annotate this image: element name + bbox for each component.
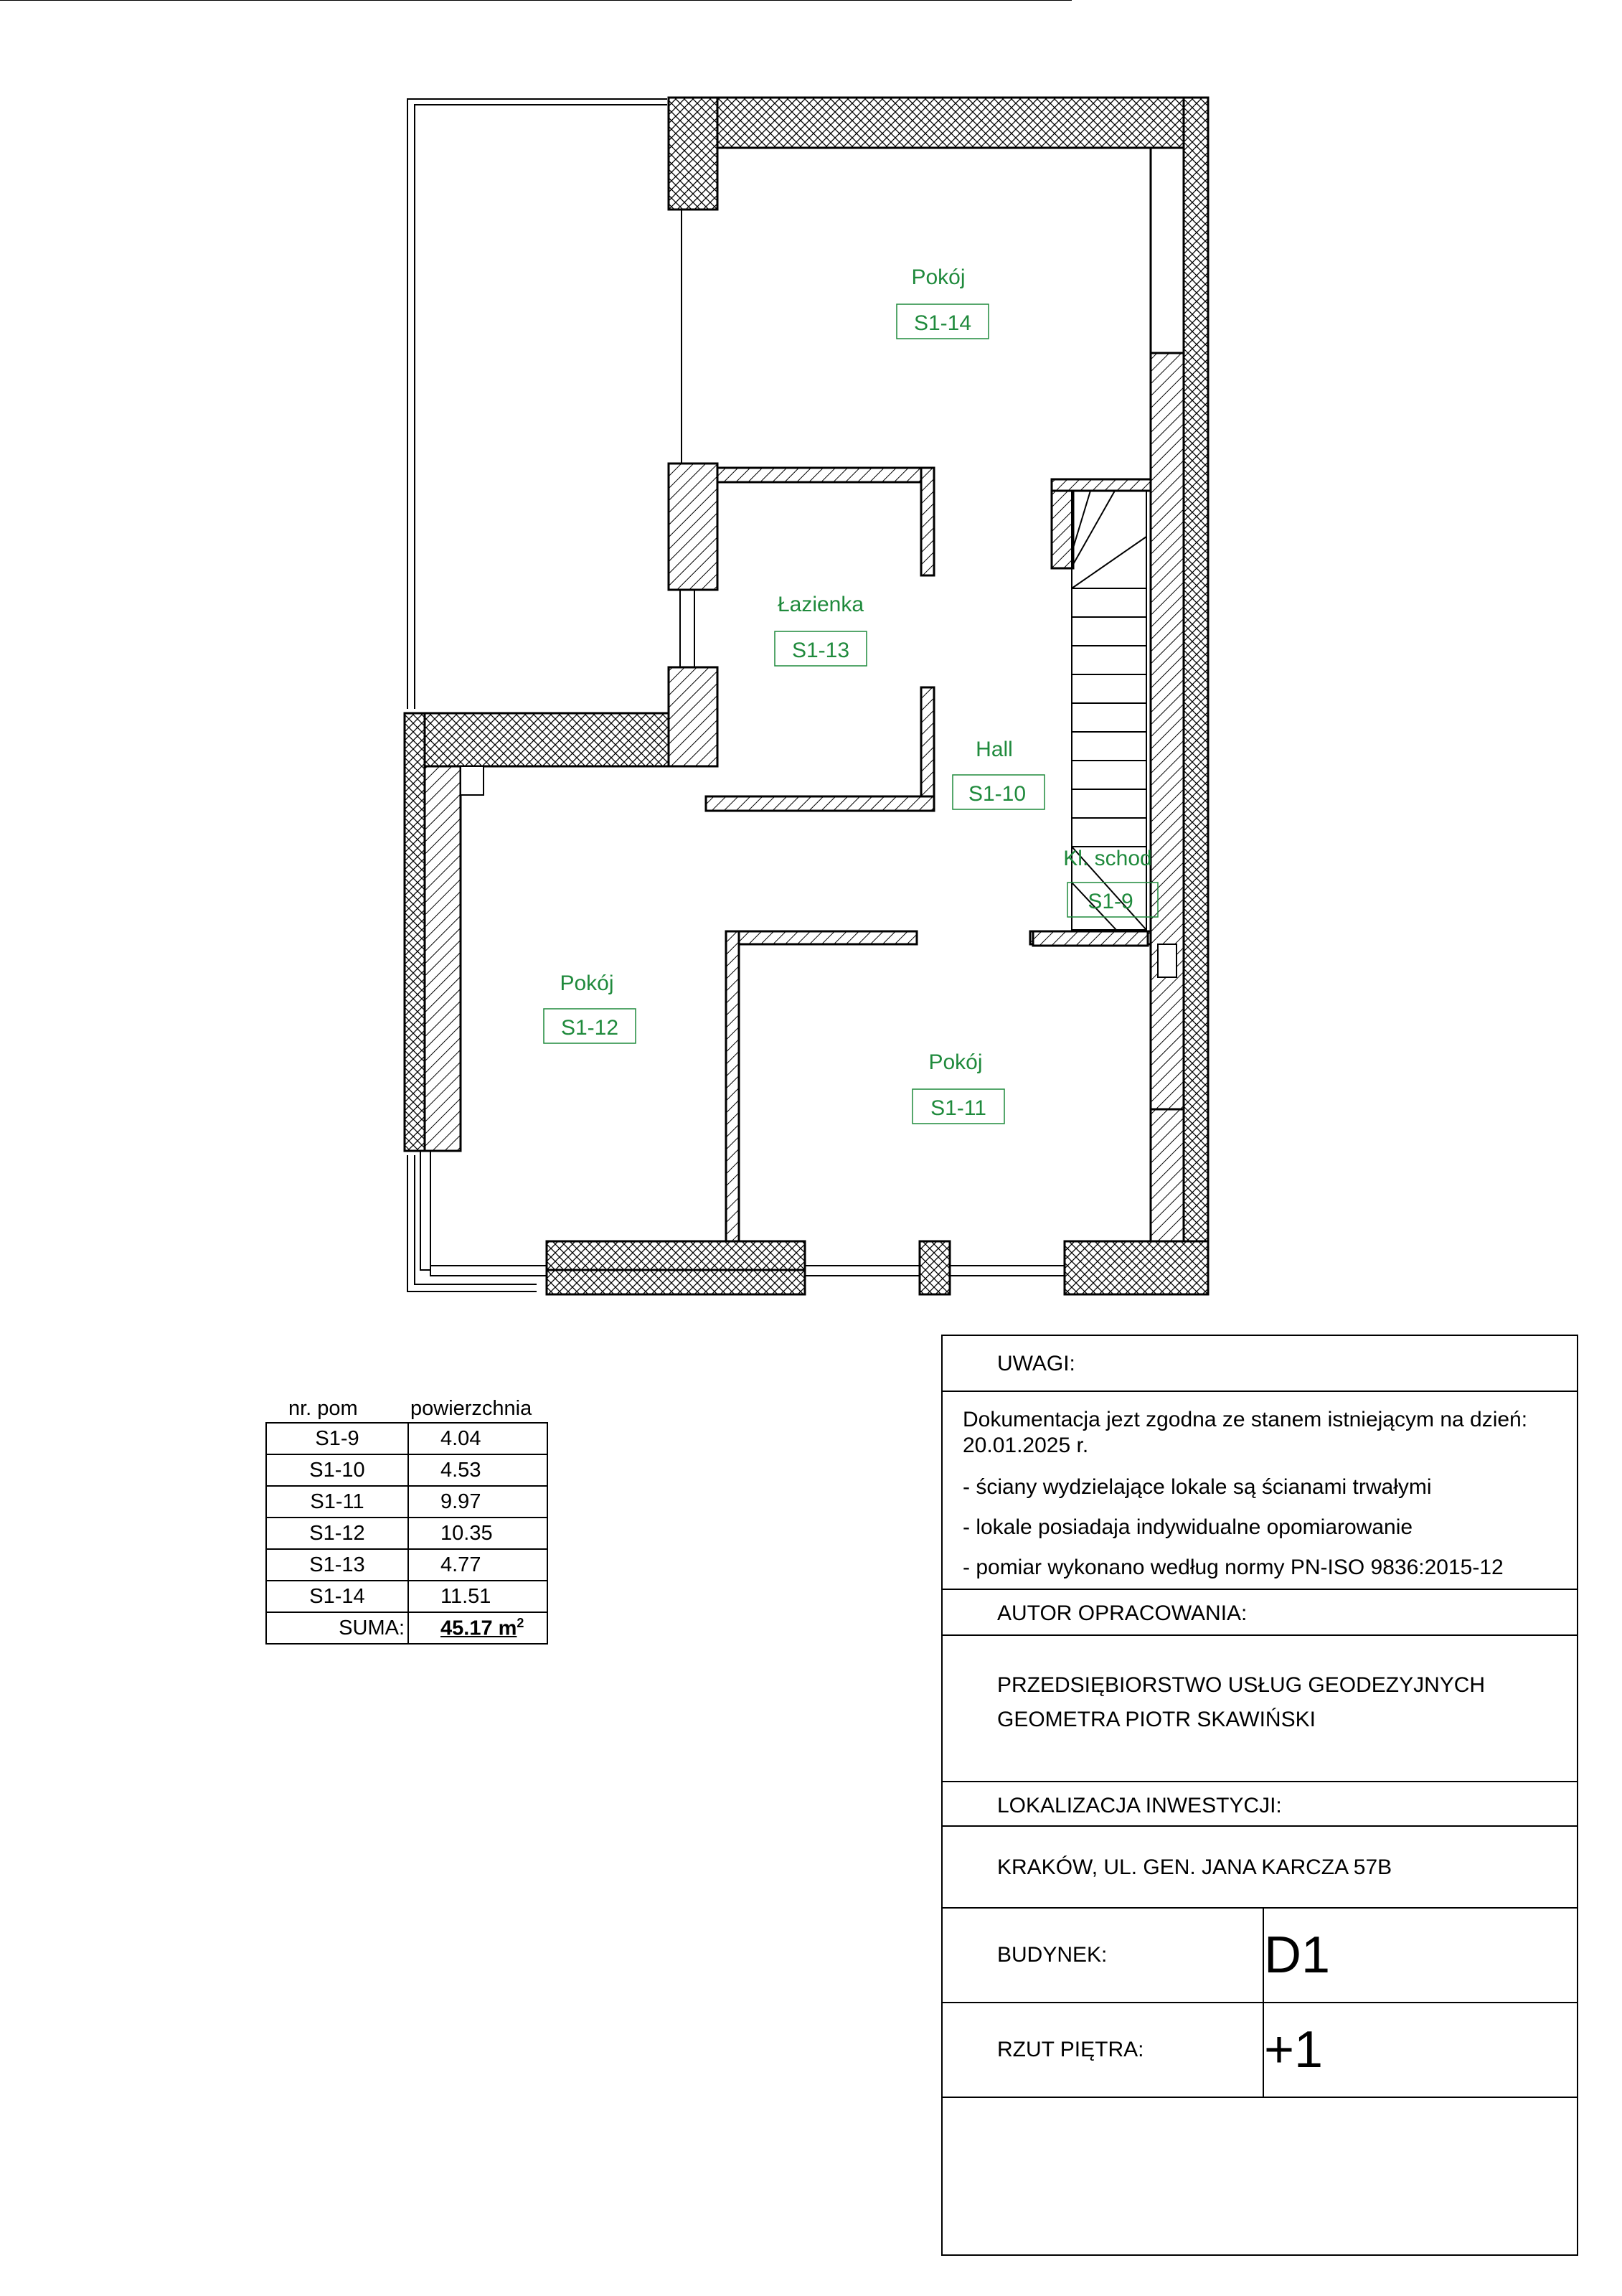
table-row (266, 1518, 547, 1549)
niche (1151, 148, 1184, 353)
column (1158, 944, 1177, 977)
table-row (266, 1423, 547, 1454)
area-cell: 9.97 (408, 1486, 547, 1518)
svg-text:S1-11: S1-11 (930, 1096, 986, 1120)
location-title-section (943, 1782, 1577, 1827)
svg-text:S1-12: S1-12 (560, 1016, 619, 1040)
notes-section (943, 1392, 1577, 1590)
svg-text:Pokój: Pokój (560, 971, 614, 995)
area-cell: 4.53 (408, 1454, 547, 1486)
note-line: - lokale posiadaja indywidualne opomiarowanie (963, 1515, 1413, 1539)
area-table (265, 1393, 550, 1645)
building-section (943, 1909, 1577, 2003)
svg-text:Kl. schod: Kl. schod (1063, 847, 1152, 870)
note-line: - pomiar wykonano według normy PN-ISO 9836:2015-12 (963, 1556, 1504, 1579)
author-title: AUTOR OPRACOWANIA: (997, 1601, 1248, 1625)
sum-value: 45.17 $m^2$ (408, 1612, 547, 1644)
sum-row (266, 1612, 547, 1644)
svg-text:S1-13: S1-13 (791, 639, 850, 662)
col-room-header: nr. pom (288, 1397, 358, 1420)
room-label-s1-12 (544, 971, 636, 1043)
building-label: BUDYNEK: (997, 1943, 1108, 1967)
exterior-walls (405, 98, 1208, 1294)
author-section (943, 1636, 1577, 1782)
table-row (266, 1486, 547, 1518)
floor-label: RZUT PIĘTRA: (997, 2038, 1144, 2061)
svg-text:S1-9: S1-9 (1088, 890, 1133, 913)
room-cell: S1-12 (266, 1518, 408, 1549)
building-value: D1 (1263, 1909, 1330, 2002)
room-cell: S1-10 (266, 1454, 408, 1486)
location-value: KRAKÓW, UL. GEN. JANA KARCZA 57B (997, 1855, 1392, 1879)
svg-text:Hall: Hall (976, 738, 1013, 761)
room-label-s1-11 (913, 1050, 1004, 1124)
room-cell: S1-14 (266, 1581, 408, 1612)
floor-value: +1 (1263, 2003, 1323, 2097)
room-label-s1-13 (775, 593, 867, 666)
sum-label: SUMA: (266, 1612, 408, 1644)
floor-section (943, 2003, 1577, 2098)
title-block (941, 1335, 1578, 2256)
room-cell: S1-11 (266, 1486, 408, 1518)
notes-title-section (943, 1336, 1577, 1392)
note-line: Dokumentacja jezt zgodna ze stanem istniejącym na dzień: (963, 1408, 1528, 1431)
location-section (943, 1827, 1577, 1909)
svg-text:S1-14: S1-14 (913, 311, 972, 335)
table-row (266, 1581, 547, 1612)
svg-text:Pokój: Pokój (928, 1050, 983, 1074)
area-cell: 11.51 (408, 1581, 547, 1612)
area-cell: 10.35 (408, 1518, 547, 1549)
location-title: LOKALIZACJA INWESTYCJI: (997, 1794, 1282, 1817)
room-label-s1-10 (953, 738, 1045, 809)
room-label-s1-9 (1063, 847, 1158, 917)
author-title-section (943, 1590, 1577, 1636)
room-cell: S1-9 (266, 1423, 408, 1454)
svg-text:Łazienka: Łazienka (777, 593, 864, 616)
svg-text:Pokój: Pokój (911, 265, 966, 289)
note-line: - ściany wydzielające lokale są ścianami trwałymi (963, 1475, 1432, 1499)
area-table-header (265, 1393, 550, 1422)
col-area-header: powierzchnia (410, 1397, 532, 1420)
room-cell: S1-13 (266, 1549, 408, 1581)
svg-text:S1-10: S1-10 (968, 782, 1027, 806)
table-row (266, 1549, 547, 1581)
room-label-s1-14 (897, 265, 989, 339)
notes-title: UWAGI: (997, 1352, 1075, 1375)
note-line: 20.01.2025 r. (963, 1434, 1089, 1457)
area-cell: 4.04 (408, 1423, 547, 1454)
table-row (266, 1454, 547, 1486)
author-line: GEOMETRA PIOTR SKAWIŃSKI (997, 1708, 1316, 1731)
area-cell: 4.77 (408, 1549, 547, 1581)
column (461, 766, 484, 795)
author-line: PRZEDSIĘBIORSTWO USŁUG GEODEZYJNYCH (997, 1673, 1486, 1697)
